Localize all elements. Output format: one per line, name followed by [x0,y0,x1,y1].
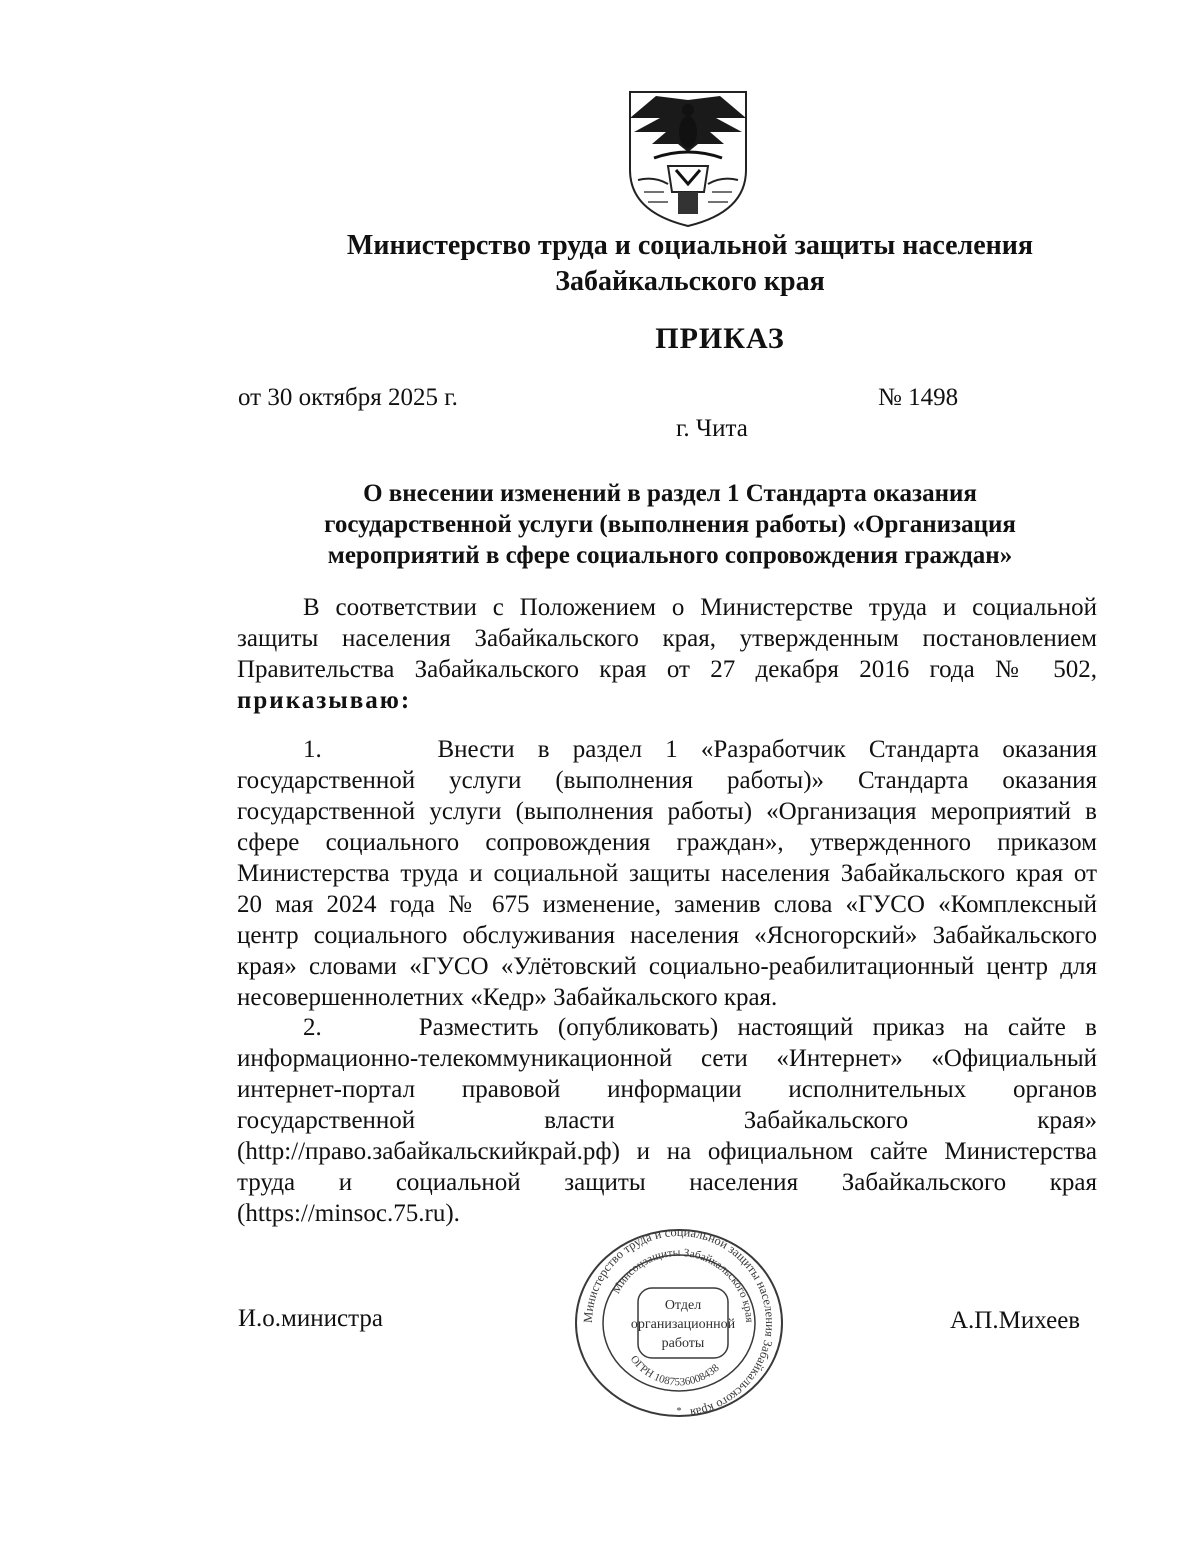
signer-position: И.о.министра [238,1305,383,1332]
item-1-line: государственной услуги (выполнения работы)» Стандарта оказания [237,767,1097,794]
title-line-2: государственной услуги (выполнения работы) «Организация [324,511,1016,538]
item-2-line: (https://minsoc.75.ru). [237,1200,460,1227]
seal-center-line-2: организационной [630,1317,736,1332]
seal-outer-text: Министерство труда и социальной защиты населения Забайкальского края [580,1226,778,1420]
title-line-1: О внесении изменений в раздел 1 Стандарта оказания [363,480,977,507]
item-1-line: государственной услуги (выполнения работы) «Организация мероприятий в [237,798,1097,825]
item-1-line: 1. Внести в раздел 1 «Разработчик Стандарта оказания [303,736,1097,763]
document-title [238,478,1102,571]
organization-name-line-1: Министерство труда и социальной защиты населения [346,230,1034,261]
document-date: от 30 октября 2025 г. [238,384,458,411]
item-2-line: информационно-телекоммуникационной сети «Интернет» «Официальный [237,1045,1097,1072]
seal-star-icon: * [676,1406,682,1417]
preamble-paragraph [237,592,1097,716]
item-1-paragraph [237,734,1097,1013]
signer-name: А.П.Михеев [950,1307,1081,1334]
item-2-line: государственной власти Забайкальского края» [237,1107,1097,1134]
seal-center-line-3: работы [661,1336,705,1351]
item-2-line: (http://право.забайкальскийкрай.рф) и на официальном сайте Министерства [237,1138,1097,1165]
preamble-line-3: Правительства Забайкальского края от 27 декабря 2016 года № 502, [237,656,1097,683]
item-1-line: 20 мая 2024 года № 675 изменение, заменив слова «ГУСО «Комплексный [237,891,1097,918]
seal-ogrn: ОГРН 1087536008438 [627,1353,722,1389]
title-line-3: мероприятий в сфере социального сопровождения граждан» [327,542,1013,569]
item-1-line: несовершеннолетних «Кедр» Забайкальского края. [237,984,778,1011]
coat-of-arms-emblem [624,88,752,230]
item-2-line: труда и социальной защиты населения Забайкальского края [237,1169,1097,1196]
seal-inner-text: Минсоцзащиты Забайкальского края [610,1246,756,1323]
preamble-line-2: защиты населения Забайкальского края, утвержденным постановлением [237,625,1097,652]
organization-name-line-2: Забайкальского края [555,266,825,297]
document-city: г. Чита [676,415,748,442]
item-1-line: края» словами «ГУСО «Улётовский социально-реабилитационный центр для [237,953,1097,980]
document-type: ПРИКАЗ [655,322,785,355]
item-2-paragraph [237,1012,1097,1229]
item-1-line: центр социального обслуживания населения «Ясногорский» Забайкальского [237,922,1097,949]
item-2-line: 2. Разместить (опубликовать) настоящий приказ на сайте в [303,1014,1097,1041]
item-1-line: Министерства труда и социальной защиты населения Забайкальского края от [237,860,1097,887]
document-number: № 1498 [878,384,959,411]
preamble-line-1: В соответствии с Положением о Министерстве труда и социальной [303,594,1097,621]
decree-word: приказываю: [237,687,412,714]
seal-center-line-1: Отдел [664,1298,702,1313]
official-seal-stamp [572,1226,786,1420]
item-2-line: интернет-портал правовой информации исполнительных органов [237,1076,1097,1103]
item-1-line: сфере социального сопровождения граждан», утвержденного приказом [237,829,1097,856]
